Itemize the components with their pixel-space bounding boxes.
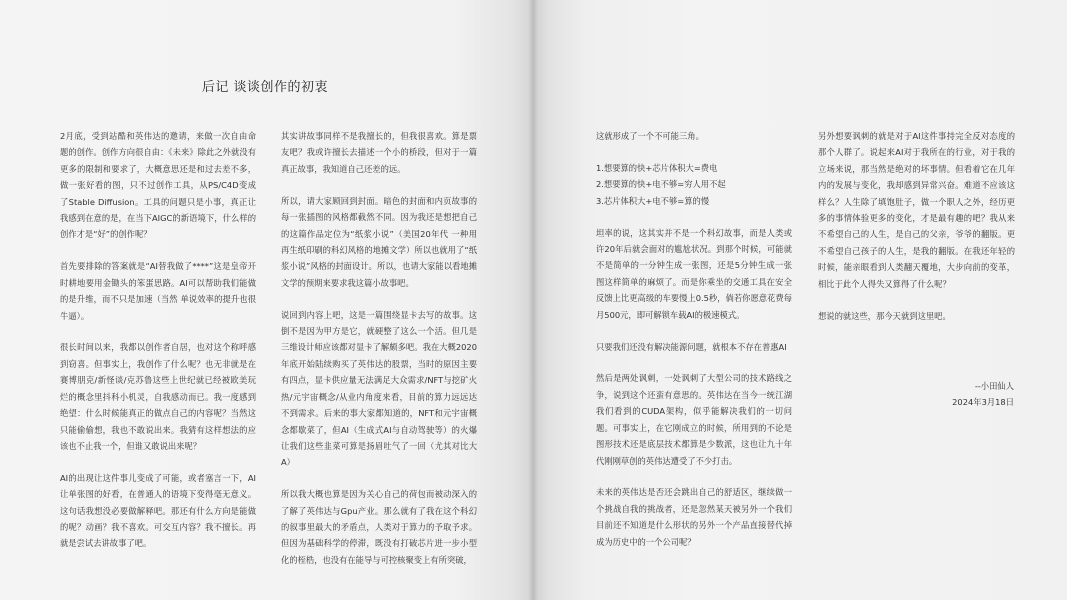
paragraph: 然后是两处讽刺，一处讽刺了大型公司的技术路线之争，说到这个还蛮有意思的。英伟达在当今一统江湖我们看到的CUDA架构，似乎能解决我们的一切问题。可事实上，在它刚成立的时候，所用到的不论是图形技术还是底层技术都算是少数派，这也让九十年代刚刚草创的英伟达遭受了不少打击。 — [596, 373, 792, 466]
paragraph: 其实讲故事同样不是我擅长的，但我很喜欢。算是票友吧？我或许擅长去描述一个小的桥段，但对于一篇真正故事，我知道自己还差的远。 — [281, 131, 477, 174]
list-item: 3.芯片体积大+电不够=算的慢 — [596, 195, 710, 206]
book-gutter — [528, 0, 538, 600]
paragraph: 2月底，受到站酷和英伟达的邀请，来做一次自由命题的创作。创作方向很自由：《未来》除此之外就没有更多的限制和要求了，大概意思还是和过去差不多，做一张好看的图，只不过创作工具，从PS/C4D变成了Stable Diffusion。工具的问题只是小事，真正让我感到在意的是，在当下AIGC的新语境下，什么样的创作才是“好”的创作呢？ — [60, 131, 256, 240]
paragraph: 坦率的说，这其实并不是一个科幻故事，而是人类或许20年后就会面对的尴尬状况。到那个时候，可能就不是简单的一分钟生成一张图，还是5分钟生成一张图这样简单的麻烦了。而是你乘坐的交通工具在安全反馈上比更高级的车要慢上0.5秒，倘若你愿意花费每月500元，即可解锁车载AI的极速模式。 — [596, 227, 792, 320]
paragraph: AI的出现让这件事儿变成了可能，或者塞言一下，AI让单张图的好看，在普通人的语境下变得毫无意义。这句话我想没必要做解释吧。那还有什么方向是能做的呢？动画？我不喜欢。可交互内容？我不擅长。再就是尝试去讲故事了吧。 — [60, 472, 256, 549]
paragraph: 这就形成了一个不可能三角。 — [596, 131, 704, 141]
paragraph: 首先要排除的答案就是“AI替我做了****”这是皇帝开时耕地要用金锄头的笨蛋思路。AI可以帮助我们能做的是升维，而不只是加速（当然 单说效率的提升也很牛逼）。 — [60, 261, 256, 321]
paragraph: 很长时间以来，我都以创作者自居，也对这个称呼感到窃喜。但事实上，我创作了什么呢？也无非就是在赛博朋克/新怪谈/克苏鲁这些上世纪就已经被欧美玩烂的概念里抖科小机灵，自我感动而已。我一度感到绝望：什么时候能真正的做点自己的内容呢？当然这只能偷偷想，我也不敢说出来。我猜有这样想法的应该也不止我一个，但谁又敢说出来呢？ — [60, 342, 256, 451]
list-item: 2.想要算的快+电不够=穷人用不起 — [596, 179, 726, 190]
paragraph: 所以，请大家顾回到封面。暗色的封面和内页故事的每一张插图的风格都截然不同。因为我还是想把自己的这篇作品定位为“纸浆小说”（美国20年代 一种用再生纸印刷的科幻风格的地摊文学）所以也就用了“纸浆小说”风格的封面设计。所以，也请大家能以看地摊文学的预期来要求我这篇小故事吧。 — [281, 195, 477, 288]
signature-author: --小田仙人 — [974, 381, 1014, 391]
paragraph: 另外想要讽刺的就是对于AI这件事持完全反对态度的那个人群了。说起来AI对于我所在的行业，对于我的立场来说，那当然是绝对的坏事情。但看着它在几年内的发展与变化，我却感到异常兴奋。难道不应该这样么？人生除了填饱肚子，做一个职人之外，经历更多的事情体验更多的变化，才是最有趣的吧？我从来不希望自己的人生，是自己的父亲，爷爷的翻版。更不希望自己孩子的人生，是我的翻版。在我还年轻的时候，能亲眼看到人类翻天覆地，大步向前的变革，相比于此个人得失又算得了什么呢？ — [818, 131, 1015, 289]
text-column-3 — [596, 128, 792, 566]
paragraph: 未来的英伟达是否还会跳出自己的舒适区，继续做一个挑战自我的挑战者，还是忽然某天被另外一个我们目前还不知道是什么形状的另外一个产品直接替代掉成为历史中的一个公司呢？ — [596, 487, 792, 547]
list-item: 1.想要算的快+芯片体积大=费电 — [596, 162, 718, 173]
text-column-1 — [60, 128, 256, 567]
text-column-4 — [818, 128, 1015, 339]
paragraph: 想说的就这些，那今天就到这里吧。 — [818, 310, 951, 321]
signature-date: 2024年3月18日 — [952, 397, 1014, 407]
text-column-2 — [281, 128, 477, 584]
paragraph: 说回到内容上吧，这是一篇围绕显卡去写的故事。这倒不是因为甲方是它，就硬整了这么一个活。但几是三维设计师应该都对显卡了解颇多吧。我在大概2020年底开始陆续购买了英伟达的股票，当时的原因主要有四点，显卡供应量无法满足大众需求/NFT与挖矿火热/元宇宙概念/从业内角度来看，目前的算力远远达不到需求。后来的事大家都知道的，NFT和元宇宙概念都歇菜了，但AI（生成式AI与自动驾驶等）的火爆让我们这些韭菜可算是扬眉吐气了一回（尤其对比大A） — [281, 309, 477, 468]
paragraph: 所以我大概也算是因为关心自己的荷包而被动深入的了解了英伟达与Gpu产业。那么就有了我在这个科幻的叙事里最大的矛盾点，人类对于算力的予取予求。但因为基础科学的停滞，既没有打破芯片进一步小型化的桎梏，也没有在能导与可控核聚变上有所突破， — [281, 489, 477, 565]
page-title: 后记 谈谈创作的初衷 — [201, 80, 329, 95]
paragraph: 只要我们还没有解决能源问题，就根本不存在普惠AI — [596, 341, 787, 352]
